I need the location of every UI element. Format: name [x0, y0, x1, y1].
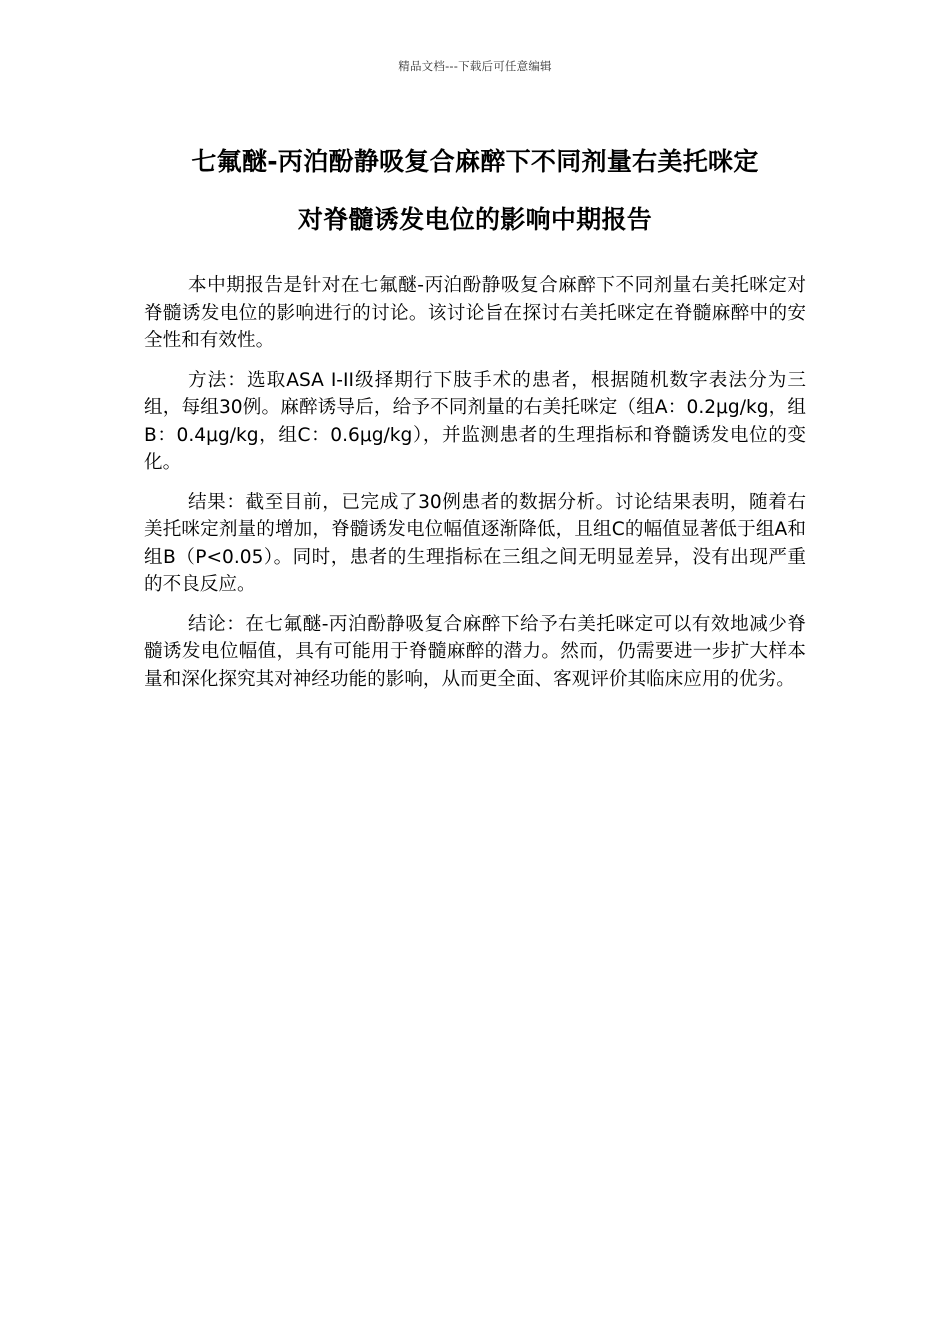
document-title-line-1: 七氟醚-丙泊酚静吸复合麻醉下不同剂量右美托咪定 — [191, 147, 759, 176]
results-paragraph: 结果：截至目前，已完成了30例患者的数据分析。讨论结果表明，随着右美托咪定剂量的增加，脊髓诱发电位幅值逐渐降低，且组C的幅值显著低于组A和组B（P<0.05）。同时，患者的生理指标在三组之间无明显差异，没有出现严重的不良反应。 — [144, 491, 806, 595]
methods-paragraph: 方法：选取ASA I-II级择期行下肢手术的患者，根据随机数字表法分为三组，每组30例。麻醉诱导后，给予不同剂量的右美托咪定（组A：0.2μg/kg，组B：0.4μg/kg，组C：0.6μg/kg），并监测患者的生理指标和脊髓诱发电位的变化。 — [144, 369, 806, 473]
conclusion-paragraph: 结论：在七氟醚-丙泊酚静吸复合麻醉下给予右美托咪定可以有效地减少脊髓诱发电位幅值，具有可能用于脊髓麻醉的潜力。然而，仍需要进一步扩大样本量和深化探究其对神经功能的影响，从而更全面、客观评价其临床应用的优劣。 — [144, 613, 806, 690]
page-header-text: 精品文档---下载后可任意编辑 — [398, 59, 552, 73]
document-body — [144, 272, 806, 705]
document-title-line-2: 对脊髓诱发电位的影响中期报告 — [297, 205, 653, 234]
intro-paragraph: 本中期报告是针对在七氟醚-丙泊酚静吸复合麻醉下不同剂量右美托咪定对脊髓诱发电位的影响进行的讨论。该讨论旨在探讨右美托咪定在脊髓麻醉中的安全性和有效性。 — [144, 275, 806, 351]
document-title — [120, 133, 830, 249]
